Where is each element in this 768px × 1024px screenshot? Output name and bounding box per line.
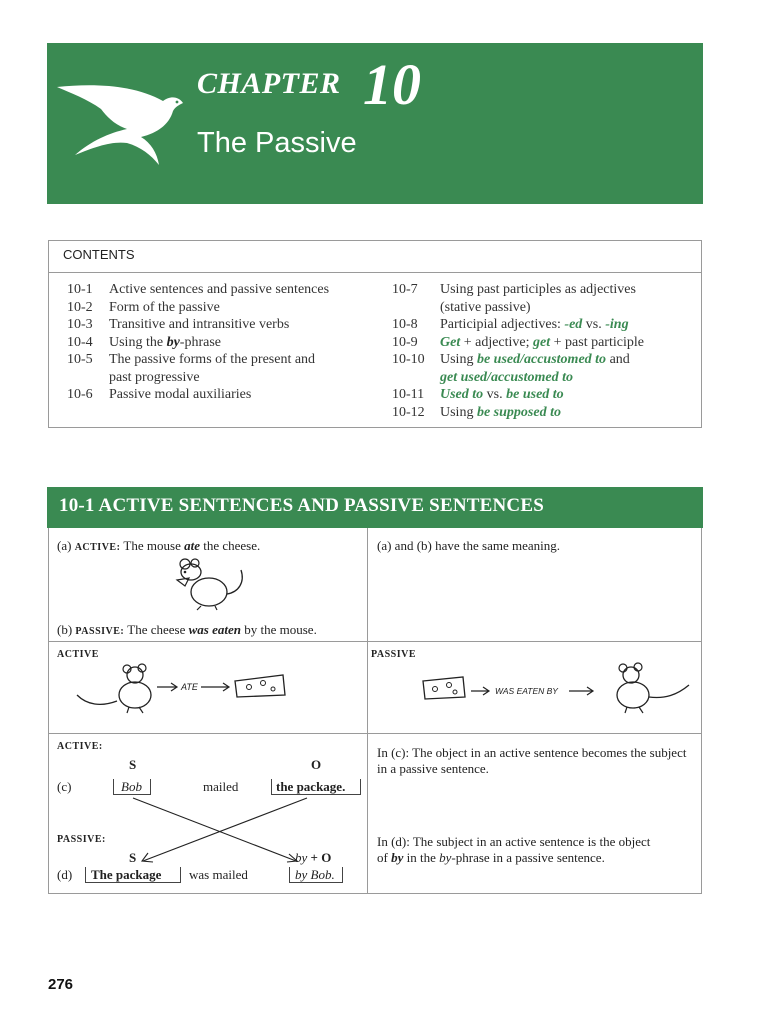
contents-left-column [67, 281, 387, 404]
grammar-table [48, 528, 702, 894]
c-object: the package. [276, 779, 346, 794]
sentence-text: The cheese [124, 622, 189, 637]
note-text: of [377, 850, 392, 865]
toc-text: Using [440, 404, 477, 420]
example-label: (b) [57, 622, 73, 637]
toc-text: Using the [109, 334, 167, 350]
toc-emphasis: Get [440, 334, 461, 350]
passive-diagram [419, 661, 695, 725]
note-text: In (d): The subject in an active sentence is the object [377, 834, 651, 849]
note-c: In (c): The object in an active sentence becomes the subject in a passive sentence. [377, 745, 687, 776]
contents-heading: CONTENTS [63, 247, 135, 262]
toc-text: Active sentences and passive sentences [109, 282, 330, 297]
swallow-icon [55, 81, 195, 171]
toc-text: (stative passive) [440, 299, 531, 315]
subject-marker: S [129, 757, 137, 772]
object-marker: O [311, 757, 322, 772]
example-label: (a) [57, 538, 72, 553]
toc-text: + past participle [550, 334, 644, 350]
ate-label: ATE [181, 682, 198, 692]
toc-text: vs. [483, 387, 507, 402]
d-subject: The package [91, 867, 162, 882]
note-emphasis: by [391, 850, 404, 865]
toc-item[interactable] [67, 281, 387, 299]
cheese-icon [423, 677, 465, 699]
contents-divider [49, 272, 701, 273]
toc-item[interactable] [392, 351, 697, 386]
arrow-icon [471, 687, 489, 695]
chapter-word: CHAPTER [197, 67, 341, 100]
by-object-marker [295, 850, 331, 866]
mouse-tail [649, 685, 689, 698]
contents-right-column [392, 281, 697, 421]
toc-emphasis: be used/accustomed to [476, 352, 607, 367]
toc-emphasis: by [166, 334, 180, 350]
c-verb: mailed [203, 779, 239, 794]
note-italic: by [439, 850, 452, 865]
contents-box [48, 240, 702, 428]
subject-marker: S [129, 850, 137, 865]
toc-text: Participial adjectives: [440, 317, 565, 332]
toc-number: 10-4 [67, 334, 93, 350]
toc-item[interactable] [67, 316, 387, 334]
c-subject: Bob [121, 779, 142, 794]
section-title: 10-1 ACTIVE SENTENCES AND PASSIVE SENTENCES [59, 495, 544, 516]
toc-item[interactable] [392, 281, 697, 316]
note-text: in the [403, 850, 440, 865]
toc-item[interactable] [392, 386, 697, 404]
mouse-body [617, 682, 649, 708]
toc-number: 10-2 [67, 299, 93, 315]
toc-text: vs. [582, 317, 606, 332]
toc-text: + adjective; [460, 334, 534, 350]
passive-heading: PASSIVE [371, 649, 416, 660]
arrow-icon [569, 687, 593, 695]
toc-number: 10-12 [392, 404, 425, 420]
active-colon-label: ACTIVE: [57, 741, 103, 752]
mouse-head [623, 667, 639, 683]
sentence-text: The mouse [120, 538, 185, 553]
mouse-ear [619, 664, 627, 672]
section-header [47, 487, 703, 528]
passive-tag: PASSIVE: [75, 626, 125, 637]
toc-text: Transitive and intransitive verbs [109, 317, 290, 332]
page-number: 276 [48, 976, 74, 993]
note-text: -phrase in a passive sentence. [451, 850, 605, 865]
by-marker: by [295, 850, 308, 865]
toc-emphasis: -ing [605, 317, 629, 332]
toc-item[interactable] [392, 334, 697, 352]
toc-text: past progressive [109, 369, 200, 385]
sentence-text: by the mouse. [241, 622, 317, 637]
toc-text: Using past participles as adjectives [440, 282, 636, 297]
d-by-phrase: by Bob. [295, 867, 335, 882]
toc-item[interactable] [392, 316, 697, 334]
chapter-title: The Passive [197, 127, 357, 159]
toc-text: Form of the passive [109, 299, 220, 315]
mouse-ear [634, 663, 642, 671]
verb-emphasis: ate [184, 538, 200, 553]
sentence-text: the cheese. [199, 538, 261, 553]
toc-number: 10-6 [67, 387, 93, 402]
arrow-line [133, 798, 296, 861]
toc-number: 10-9 [392, 334, 418, 350]
toc-number: 10-8 [392, 317, 418, 332]
chapter-banner [47, 43, 703, 204]
cheese-hole [433, 687, 438, 692]
toc-item[interactable] [392, 404, 697, 422]
toc-number: 10-7 [392, 282, 418, 297]
cheese-hole [453, 690, 457, 694]
example-c-label: (c) [57, 779, 72, 794]
toc-number: 10-5 [67, 352, 93, 367]
toc-item[interactable] [67, 334, 387, 352]
passive-colon-label: PASSIVE: [57, 834, 106, 845]
toc-emphasis: be supposed to [476, 404, 561, 420]
toc-item[interactable] [67, 351, 387, 386]
cheese-hole [447, 683, 452, 688]
toc-emphasis: -ed [564, 317, 583, 332]
same-meaning-note: (a) and (b) have the same meaning. [377, 538, 561, 553]
toc-emphasis: get [533, 334, 551, 350]
example-d-label: (d) [57, 867, 73, 882]
d-verb: was mailed [189, 867, 248, 882]
toc-number: 10-1 [67, 282, 93, 297]
note-d [377, 834, 692, 866]
active-heading: ACTIVE [57, 649, 99, 660]
toc-emphasis: be used to [506, 387, 564, 402]
active-tag: ACTIVE: [74, 542, 121, 553]
verb-emphasis: was eaten [188, 622, 241, 637]
toc-item[interactable] [67, 299, 387, 317]
toc-number: 10-11 [392, 387, 425, 402]
toc-text: The passive forms of the present and [109, 352, 316, 367]
toc-number: 10-3 [67, 317, 93, 332]
toc-text: Using [440, 352, 477, 367]
toc-text: Passive modal auxiliaries [109, 387, 252, 402]
toc-emphasis: get used/accustomed to [440, 369, 573, 385]
toc-text: and [606, 352, 630, 367]
was-eaten-by-label: WAS EATEN BY [495, 686, 558, 696]
chapter-number: 10 [363, 52, 421, 117]
toc-text: -phrase [179, 334, 221, 350]
toc-number: 10-10 [392, 352, 425, 367]
toc-emphasis: Used to [440, 387, 484, 402]
object-marker: + O [307, 850, 332, 865]
arrow-line [143, 798, 307, 861]
toc-item[interactable] [67, 386, 387, 404]
